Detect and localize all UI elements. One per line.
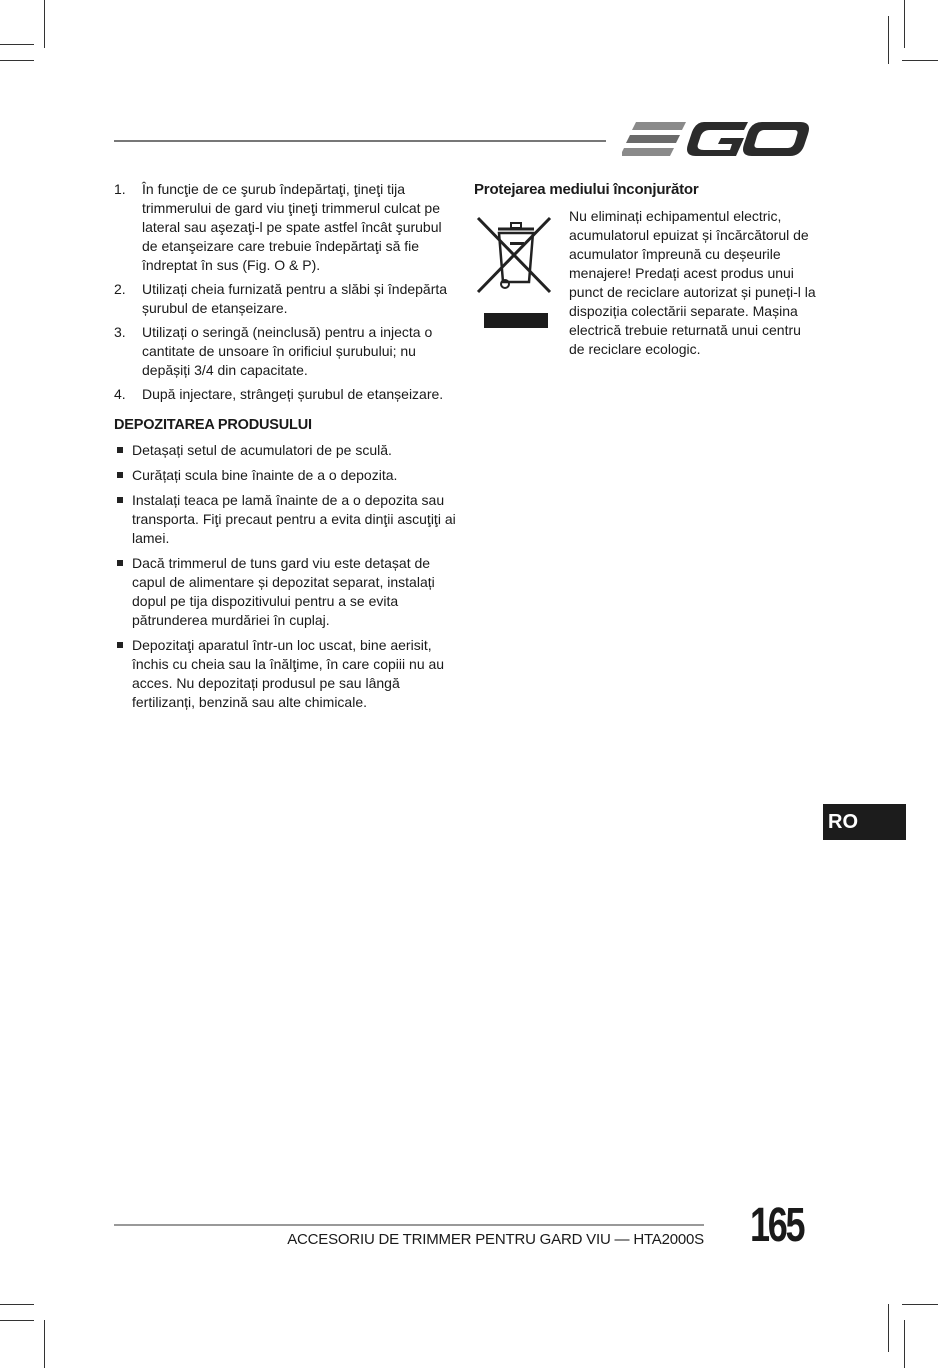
crop-mark (44, 1320, 45, 1368)
crop-mark (0, 44, 34, 45)
storage-list (114, 441, 456, 712)
crop-mark (888, 1304, 889, 1352)
crop-mark (888, 16, 889, 64)
crop-mark (904, 0, 905, 48)
list-item (114, 280, 456, 318)
language-tab: RO (823, 804, 906, 840)
crop-mark (904, 1320, 905, 1368)
ego-logo (622, 118, 810, 162)
maintenance-steps (114, 180, 456, 404)
list-item (114, 636, 456, 712)
list-item (114, 323, 456, 380)
environment-text: Nu eliminați echipamentul electric, acumulatorul epuizat și încărcătorul de acumulator împreună cu deșeurile menajere! Predați acest produs unui punct de reciclare autorizat și puneți-l la dispoziția colectării separate. Mașina electrică trebuie returnată unui centru de reciclare ecologic. (569, 208, 816, 357)
crop-mark (0, 1304, 34, 1305)
list-item (114, 466, 456, 485)
step-text: În funcţie de ce şurub îndepărtaţi, ţineţi tija trimmerului de gard viu ţineţi trimmerul culcat pe lateral sau aşezaţi-l pe spate astfel încât şurubul de etanşeizare care trebuie îndepărtaţi să fie îndreptat în sus (Fig. O & P). (142, 181, 442, 273)
step-number: 4. (114, 386, 126, 402)
bullet-icon (117, 642, 123, 648)
list-item (114, 385, 456, 404)
crop-mark (902, 60, 938, 61)
left-column (114, 180, 456, 718)
step-text: Utilizați cheia furnizată pentru a slăbi și îndepărta șurubul de etanșeizare. (142, 281, 448, 316)
right-column (474, 180, 819, 357)
list-item (114, 180, 456, 275)
bullet-text: Instalați teaca pe lamă înainte de a o depozita sau transporta. Fiţi precaut pentru a evita dinţii ascuţiţi ai lamei. (132, 492, 456, 546)
bullet-text: Detașați setul de acumulatori de pe sculă. (132, 442, 392, 458)
crop-mark (902, 1304, 938, 1305)
crossed-out-wheelie-bin-icon (474, 212, 554, 332)
bullet-text: Dacă trimmerul de tuns gard viu este detașat de capul de alimentare și depozitat separat, instalați dopul pe tija dispozitivului pentru a se evita pătrunderea murdăriei în cuplaj. (132, 555, 435, 628)
step-text: După injectare, strângeți șurubul de etanșeizare. (142, 386, 444, 402)
page-number: 165 (750, 1199, 804, 1252)
step-number: 2. (114, 281, 126, 297)
footer-rule (114, 1224, 704, 1226)
footer-title: ACCESORIU DE TRIMMER PENTRU GARD VIU — HTA2000S (287, 1231, 704, 1248)
list-item (114, 441, 456, 460)
list-item (114, 491, 456, 548)
bullet-icon (117, 560, 123, 566)
environment-heading: Protejarea mediului înconjurător (474, 181, 699, 198)
bullet-text: Curățați scula bine înainte de a o depozita. (132, 467, 398, 483)
bullet-icon (117, 472, 123, 478)
crop-mark (0, 1320, 34, 1321)
header-rule (114, 140, 606, 142)
list-item (114, 554, 456, 630)
crop-mark (44, 0, 45, 48)
crop-mark (0, 60, 34, 61)
storage-heading: DEPOZITAREA PRODUSULUI (114, 417, 312, 433)
step-number: 3. (114, 324, 126, 340)
bullet-icon (117, 447, 123, 453)
step-text: Utilizați o seringă (neinclusă) pentru a injecta o cantitate de unsoare în orificiul șurubului; nu depășiți 3/4 din capacitate. (142, 324, 433, 378)
bullet-icon (117, 497, 123, 503)
bullet-text: Depozitaţi aparatul într-un loc uscat, bine aerisit, închis cu cheia sau la înălţime, în care copiii nu au acces. Nu depozitați produsul pe sau lângă fertilizanți, benzină sau alte chimicale. (132, 637, 445, 710)
step-number: 1. (114, 181, 126, 197)
